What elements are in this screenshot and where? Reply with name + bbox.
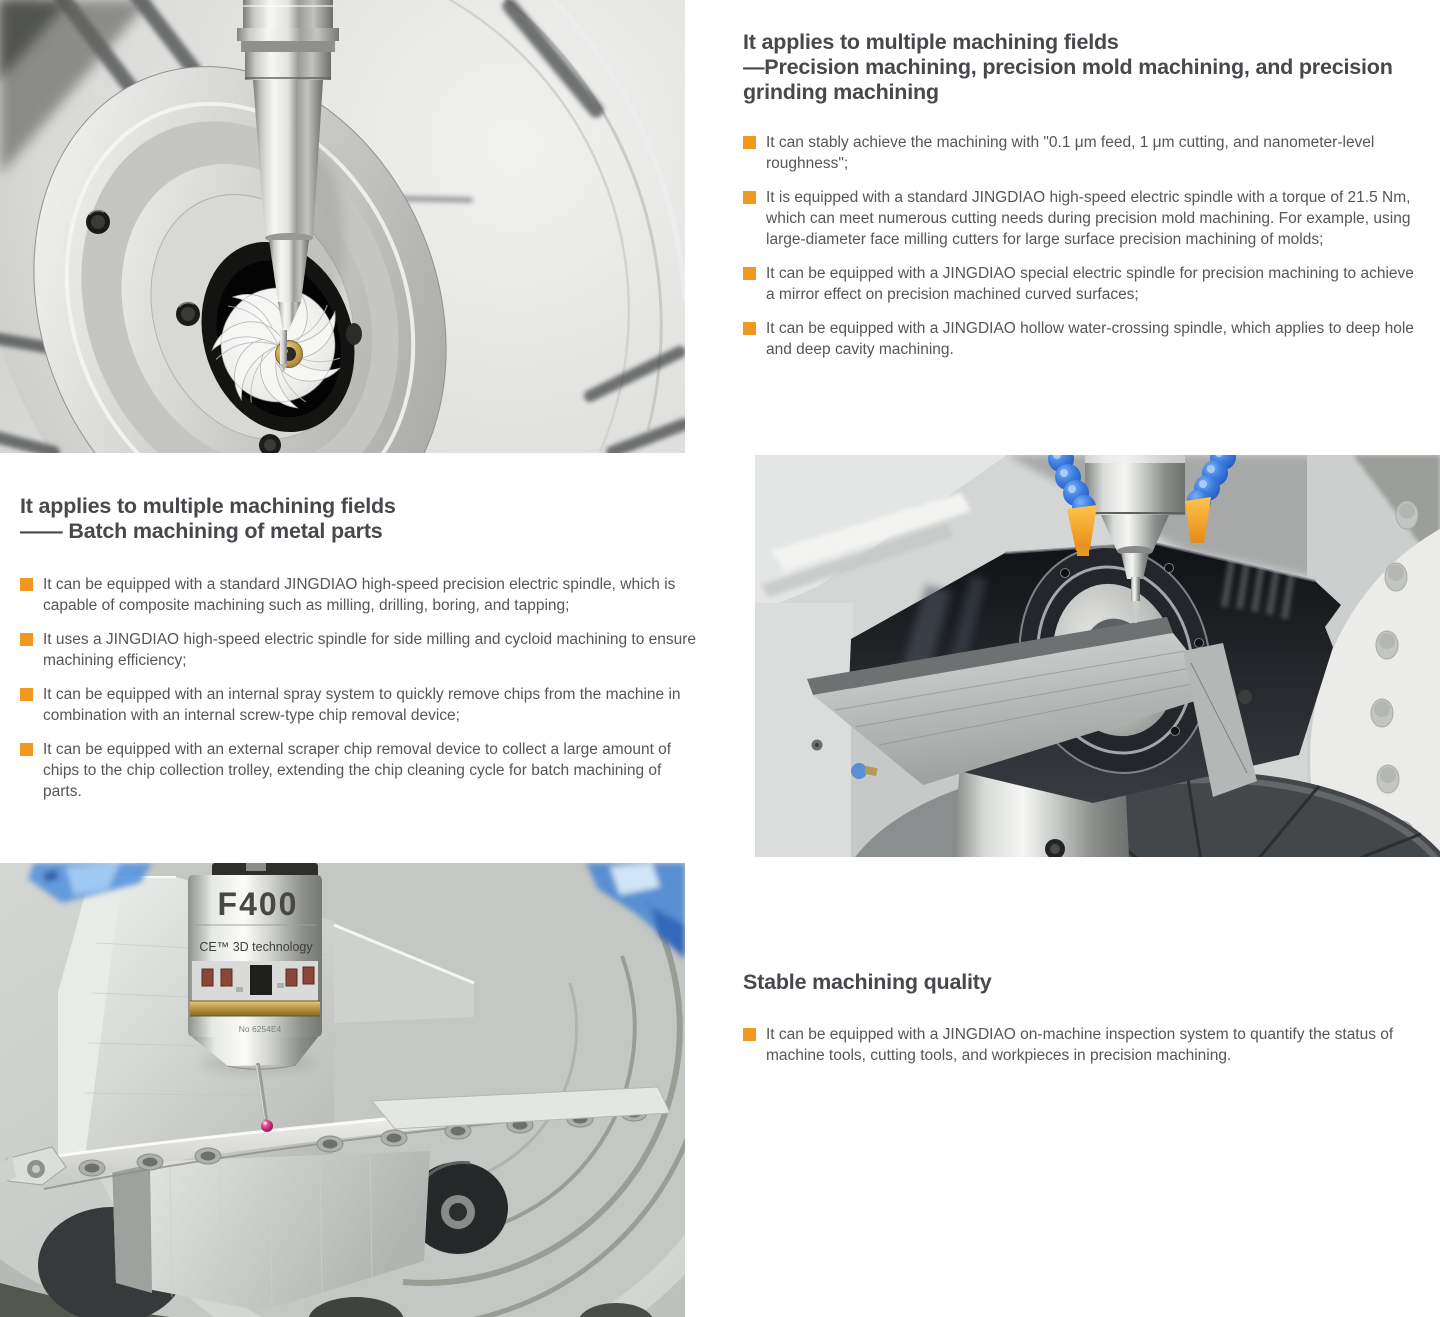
spindle-impeller-photo [0, 0, 685, 453]
section-batch-machining [20, 494, 704, 815]
section-title: It applies to multiple machining fields [743, 30, 1119, 54]
bullet-square-icon [20, 578, 33, 591]
probe-model-label: F400 [217, 886, 299, 922]
bullet-list [743, 132, 1420, 360]
section-title: It applies to multiple machining fields [20, 494, 396, 518]
section-precision-fields [743, 30, 1431, 373]
list-item [20, 684, 702, 726]
list-item [743, 263, 1420, 305]
bullet-square-icon [743, 322, 756, 335]
bullet-square-icon [743, 267, 756, 280]
bullet-text: It can be equipped with a JINGDIAO special electric spindle for precision machining to achieve a mirror effect on precision machined curved surfaces; [766, 265, 1414, 303]
bullet-text: It can be equipped with a JINGDIAO hollow water-crossing spindle, which applies to deep hole and deep cavity machining. [766, 320, 1414, 358]
bullet-text: It can be equipped with a standard JINGDIAO high-speed precision electric spindle, which is capable of composite machining such as milling, drilling, boring, and tapping; [43, 576, 676, 614]
section-subtitle: —Precision machining, precision mold machining, and precision grinding machining [743, 55, 1393, 104]
section-subtitle: —— Batch machining of metal parts [20, 519, 383, 543]
bullet-text: It can be equipped with an internal spray system to quickly remove chips from the machine in combination with an internal screw-type chip removal device; [43, 686, 681, 724]
list-item [743, 1024, 1420, 1066]
ruby-stylus-tip [261, 1120, 273, 1132]
probe-tech-label: CE™ 3D technology [199, 940, 313, 954]
list-item [743, 318, 1420, 360]
bullet-text: It uses a JINGDIAO high-speed electric spindle for side milling and cycloid machining to ensure machining efficiency; [43, 631, 697, 669]
probe-serial-label: No 6254E4 [238, 1024, 282, 1034]
bullet-text: It can stably achieve the machining with "0.1 μm feed, 1 μm cutting, and nanometer-level roughness"; [766, 134, 1375, 172]
probe-inspection-photo [0, 863, 685, 1317]
bullet-list [743, 1024, 1420, 1066]
section-stable-quality [743, 970, 1431, 1079]
list-item [743, 132, 1420, 174]
bullet-square-icon [20, 688, 33, 701]
bullet-square-icon [20, 633, 33, 646]
inspection-probe [188, 863, 322, 1069]
section-heading [743, 30, 1431, 105]
bullet-square-icon [743, 1028, 756, 1041]
bullet-square-icon [743, 191, 756, 204]
list-item [20, 574, 702, 616]
bullet-square-icon [20, 743, 33, 756]
list-item [743, 187, 1420, 250]
section-title: Stable machining quality [743, 970, 992, 994]
list-item [20, 629, 702, 671]
bullet-square-icon [743, 136, 756, 149]
five-axis-machining-photo [755, 455, 1440, 857]
bullet-text: It can be equipped with a JINGDIAO on-machine inspection system to quantify the status of machine tools, cutting tools, and workpieces in precision machining. [766, 1026, 1394, 1064]
bullet-text: It is equipped with a standard JINGDIAO high-speed electric spindle with a torque of 21.5 Nm, which can meet numerous cutting needs during precision mold machining. For example, using large-diameter face milling cutters for large surface precision machining of molds; [766, 189, 1411, 248]
section-heading [743, 970, 1431, 995]
list-item [20, 739, 702, 802]
section-heading [20, 494, 704, 544]
bullet-text: It can be equipped with an external scraper chip removal device to collect a large amount of chips to the chip collection trolley, extending the chip cleaning cycle for batch machining of parts. [43, 741, 672, 800]
bullet-list [20, 574, 702, 802]
